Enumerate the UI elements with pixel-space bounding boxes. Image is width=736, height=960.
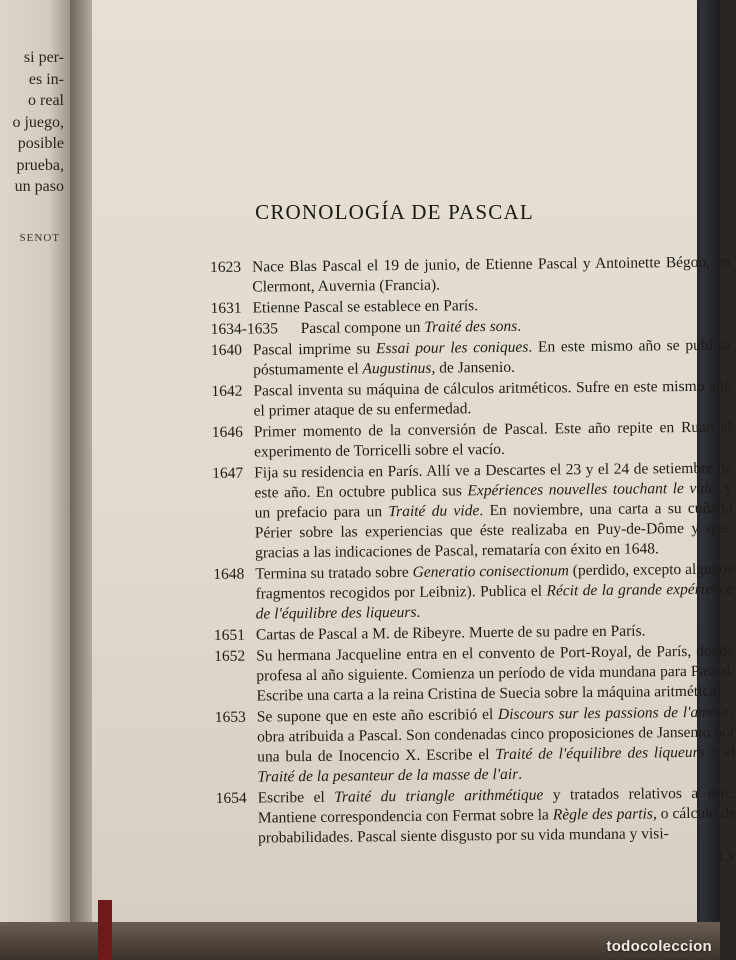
chronology-entry	[212, 459, 733, 564]
entry-year: 1653	[214, 708, 246, 726]
entry-year: 1648	[213, 565, 245, 583]
chronology-entry	[216, 784, 736, 849]
entry-year: 1654	[215, 789, 247, 807]
entry-year: 1640	[210, 341, 243, 359]
entry-year: 1634-1635	[210, 320, 279, 338]
entry-text: Termina su tratado sobre Generatio conisectionum (perdido, excepto algunos fragmentos recogidos por Leibniz). Publica el Récit de la grande expérience de l'équilibre des liqueurs.	[255, 560, 734, 623]
previous-page-line: prueba,	[16, 156, 64, 174]
chronology-entry	[210, 253, 730, 298]
entry-year: 1647	[212, 464, 244, 482]
chronology-entry	[212, 418, 732, 463]
entry-text: Pascal imprime su Essai pour les coniques. En este mismo año se publica póstumamente el Augustinus, de Jansenio.	[252, 336, 732, 379]
previous-page-footer: SENOT	[19, 232, 60, 244]
chronology-entry	[211, 377, 731, 422]
previous-page-line: un paso	[14, 178, 64, 195]
entry-year: 1623	[210, 258, 242, 276]
previous-page-line: posible	[17, 135, 64, 152]
entry-text: Pascal inventa su máquina de cálculos aritméticos. Sufre en este mismo año el primer ataque de su enfermedad.	[253, 377, 732, 420]
book-page	[92, 0, 736, 922]
entry-text: Fija su residencia en París. Allí ve a Descartes el 23 y el 24 de setiembre de este año. En octubre publica sus Expériences nouvelles touchant le vide, y un prefacio para un Traité du vide. En noviembre, una carta a su cuñado Périer sobre las experiencias que éste realizaba en Puy-de-Dôme y que, gracias a las indicaciones de Pascal, remataría con éxito en 1648.	[254, 459, 733, 562]
entry-year: 1652	[214, 647, 246, 665]
entry-text: Nace Blas Pascal el 19 de junio, de Etienne Pascal y Antoinette Bégon, en Clermont, Auvernia (Francia).	[252, 253, 731, 296]
entry-text: Pascal compone un Traité des sons.	[300, 317, 522, 338]
chronology-entry	[213, 560, 734, 625]
bookmark-ribbon	[98, 900, 112, 960]
watermark-text: todocoleccion	[606, 938, 712, 955]
previous-page-line: es in-	[28, 70, 64, 88]
entry-text: Su hermana Jacqueline entra en el convento de Port-Royal, de París, donde profesa al año siguiente. Comienza un período de vida mundana para Pascal. Escribe una carta a la reina Cristina de Suecia sobre la máquina aritmética.	[256, 642, 735, 705]
entry-text: Escribe el Traité du triangle arithmétique y tratados relativos a éste. Mantiene correspondencia con Fermat sobre la Règle des partis, o cálculo de probabilidades. Pascal siente disgusto por su vida mundana y visi-	[257, 784, 736, 847]
page-number: 13	[717, 848, 733, 865]
previous-page-line: si per-	[23, 49, 64, 66]
previous-page-line: o juego,	[12, 113, 64, 131]
previous-page-edge	[0, 0, 70, 960]
entry-year: 1651	[213, 626, 246, 644]
previous-page-line: o real	[28, 92, 64, 109]
page-title: CRONOLOGÍA DE PASCAL	[255, 200, 534, 224]
entry-text: Cartas de Pascal a M. de Ribeyre. Muerte de su padre en París.	[255, 622, 646, 644]
entry-year: 1646	[211, 423, 243, 441]
entry-year: 1642	[211, 382, 243, 400]
entry-text: Primer momento de la conversión de Pascal. Este año repite en Ruan el experimento de Torricelli sobre el vacío.	[253, 418, 732, 461]
chronology-entry	[215, 703, 736, 788]
entry-text: Se supone que en este año escribió el Discours sur les passions de l'amour, obra atribuida a Pascal. Son condenadas cinco proposiciones de Jansenio por una bula de Inocencio X. Escribe el Traité de l'équilibre des liqueurs y el Traité de la pesanteur de la masse de l'air.	[256, 703, 736, 786]
chronology-entry	[214, 642, 735, 707]
entry-text: Etienne Pascal se establece en París.	[252, 297, 479, 317]
chronology-list	[210, 253, 736, 850]
entry-year: 1631	[210, 299, 242, 317]
chronology-entry	[211, 336, 731, 381]
